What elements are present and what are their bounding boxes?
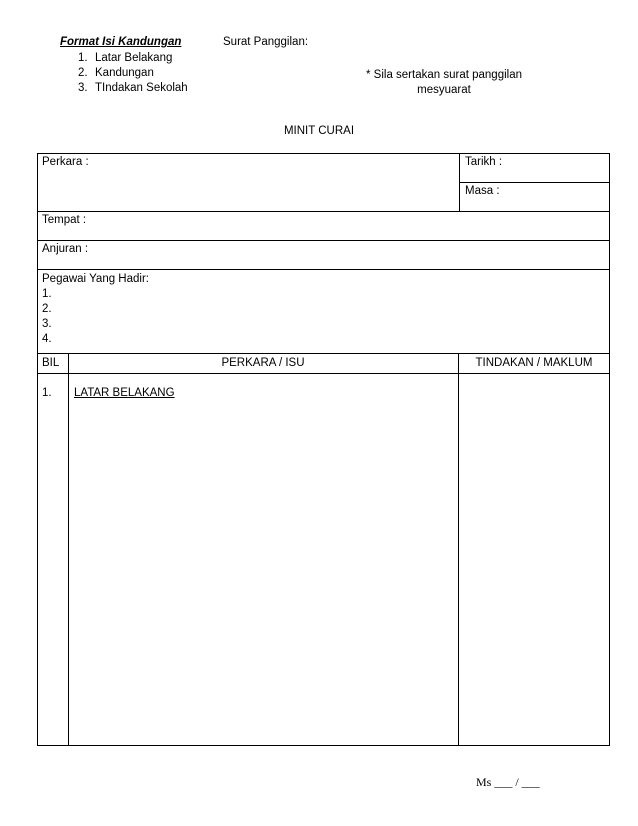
tindakan-column-divider (458, 353, 459, 745)
format-item-label: Latar Belakang (95, 52, 173, 64)
anjuran-field[interactable]: Anjuran : (42, 243, 89, 255)
format-list-item (78, 51, 188, 66)
pegawai-label: Pegawai Yang Hadir: (42, 273, 149, 285)
note-line-1: * Sila sertakan surat panggilan (366, 69, 522, 81)
perkara-field[interactable]: Perkara : (42, 156, 89, 168)
pegawai-item: 4. (42, 333, 52, 345)
tarikh-field[interactable]: Tarikh : (465, 156, 503, 168)
tempat-field[interactable]: Tempat : (42, 214, 87, 226)
page-title: MINIT CURAI (283, 125, 355, 137)
format-title: Format Isi Kandungan (60, 36, 182, 48)
attachment-note (344, 68, 544, 98)
row-divider (38, 240, 609, 241)
note-line-2: mesyuarat (417, 84, 471, 96)
minutes-form (37, 153, 610, 746)
format-list-item (78, 81, 188, 96)
format-item-number: 2. (78, 67, 88, 79)
pegawai-item: 1. (42, 288, 52, 300)
format-list (78, 51, 188, 96)
column-header-tindakan: TINDAKAN / MAKLUM (475, 357, 593, 369)
row-divider (38, 211, 609, 212)
pegawai-item: 3. (42, 318, 52, 330)
row-perkara[interactable]: LATAR BELAKANG (74, 387, 175, 399)
row-divider (38, 353, 609, 354)
surat-panggilan-label: Surat Panggilan: (223, 36, 309, 48)
format-list-item (78, 66, 188, 81)
pegawai-section[interactable] (42, 272, 149, 347)
pegawai-item: 2. (42, 303, 52, 315)
bil-column-divider (68, 353, 69, 745)
format-item-label: TIndakan Sekolah (95, 82, 188, 94)
page-number: Ms ___ / ___ (476, 775, 540, 789)
format-item-number: 3. (78, 82, 88, 94)
row-divider (38, 373, 609, 374)
perkara-tarikh-divider (459, 154, 460, 211)
column-header-bil: BIL (42, 357, 60, 369)
column-header-perkara: PERKARA / ISU (221, 357, 305, 369)
row-bil: 1. (42, 387, 52, 399)
row-divider (38, 269, 609, 270)
format-item-label: Kandungan (95, 67, 154, 79)
tarikh-masa-divider (459, 182, 609, 183)
masa-field[interactable]: Masa : (465, 185, 500, 197)
format-item-number: 1. (78, 52, 88, 64)
